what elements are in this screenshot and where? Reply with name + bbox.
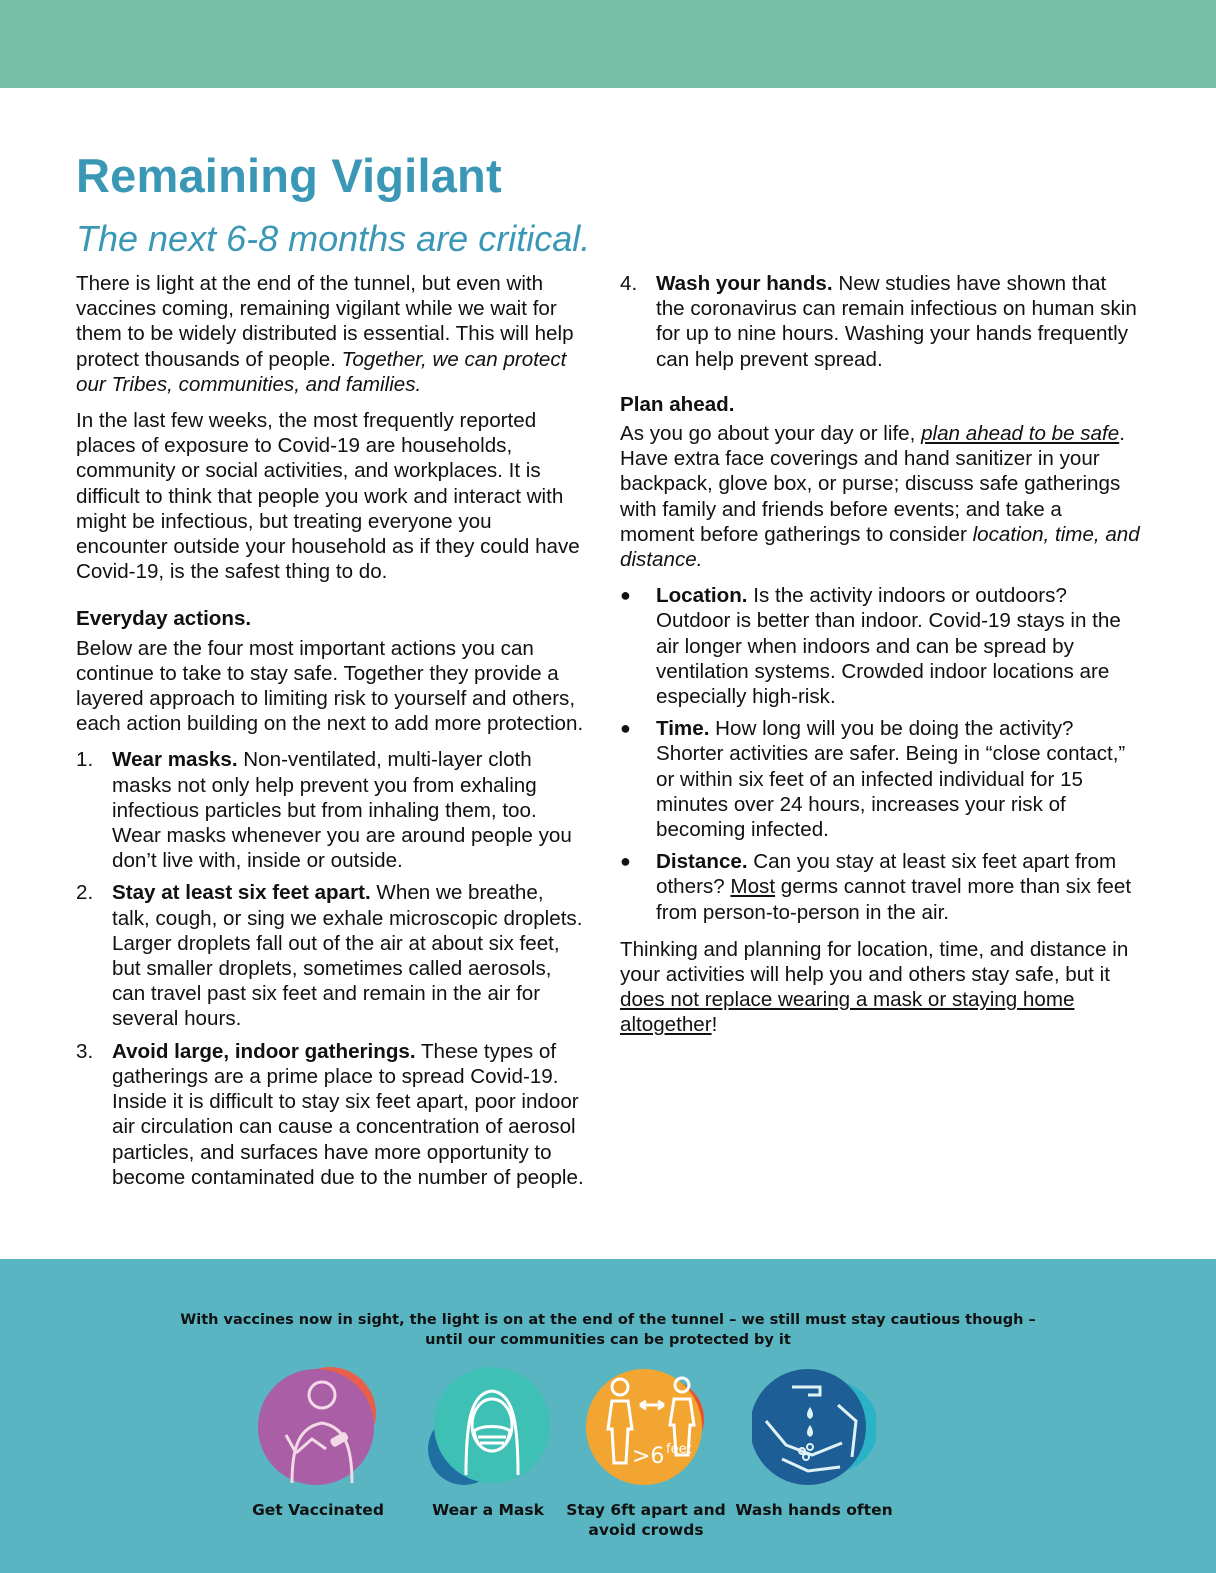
list-item [76,747,586,873]
everyday-actions-heading: Everyday actions. [76,607,252,631]
bullet-underlined-text: Most [730,875,776,899]
page-subtitle: The next 6-8 months are critical. [76,218,591,259]
list-item [76,1039,586,1190]
list-item [76,880,586,1031]
plan-ahead-paragraph [620,421,1140,572]
bullet-text: How long will you be doing the activity? Shorter activities are safer. Being in “close contact,” or within six feet of an infected individual for 15 minutes over 24 hours, increases your risk of becoming infected. [656,717,1126,842]
bullet-text: germs cannot travel more than six feet from person-to-person in the air. [656,875,1132,924]
footer-banner-text: With vaccines now in sight, the light is on at the end of the tunnel – we still must stay cautious though – until our communities can be protected by it [180,1312,1036,1348]
bullet-icon: ● [620,851,631,872]
footer-item-label: Get Vaccinated [252,1501,384,1519]
list-item [620,583,1140,709]
handwash-icon [752,1365,876,1489]
action-title: Wear masks. [112,748,238,772]
bullet-icon: ● [620,585,631,606]
closing-text: ! [711,1013,718,1037]
top-color-band [0,0,1216,88]
action-title: Stay at least six feet apart. [112,881,371,905]
page-title: Remaining Vigilant [76,149,502,202]
action-text: These types of gatherings are a prime place to spread Covid-19. Inside it is difficult to stay six feet apart, poor indoor air circulation can cause a concentration of aerosol particles, and surfaces have more opportunity to become contaminated due to the number of people. [112,1039,584,1189]
bullet-text: Can you stay at least six feet apart from others? [656,850,1117,899]
footer-item-distance [566,1365,726,1540]
right-column [620,271,1140,1049]
everyday-actions-intro: Below are the four most important actions you can continue to take to stay safe. Together they provide a layered approach to limiting risk to yourself and others, each action building on the next to add more protection. [76,636,584,736]
intro-text: There is light at the end of the tunnel, but even with vaccines coming, remaining vigilant while we wait for them to be widely distributed is essential. This will help protect thousands of people. [76,272,574,371]
actions-list-right [620,271,1140,372]
closing-text: Thinking and planning for location, time, and distance in your activities will help you and others stay safe, but it [620,937,1129,987]
list-item [620,271,1140,372]
footer-item-mask [408,1365,568,1521]
footer-band [0,1259,1216,1573]
bullet-icon: ● [620,718,631,739]
intro-paragraph [76,271,586,397]
footer-item-label: Wear a Mask [432,1501,544,1519]
bullet-title: Distance. [656,850,748,874]
list-item [620,849,1140,925]
plan-text: As you go about your day or life, [620,422,922,446]
plan-ahead-emphasis: plan ahead to be safe [921,422,1120,446]
plan-text: . Have extra face coverings and hand sanitizer in your backpack, glove box, or purse; discuss safe gatherings with family and friends before events; and take a moment before gatherings to consider [620,422,1125,546]
plan-ahead-heading: Plan ahead. [620,392,735,416]
left-column [76,271,586,1198]
action-text: Non-ventilated, multi-layer cloth masks not only help prevent you from exhaling infectious particles but from inhaling them, too. Wear masks whenever you are around people you don’t live with, inside or outside. [112,748,572,873]
bullet-title: Location. [656,584,748,608]
list-number: 1. [76,748,94,772]
vaccination-icon [256,1365,380,1489]
list-number: 3. [76,1039,94,1063]
exposure-paragraph: In the last few weeks, the most frequently reported places of exposure to Covid-19 are households, community or social activities, and workplaces. It is difficult to think that people you work and interact with might be infectious, but treating everyone you encounter outside your household as if they could have Covid-19, is the safest thing to do. [76,409,580,584]
bullet-title: Time. [656,717,710,741]
mask-icon [426,1365,550,1489]
actions-list-left [76,747,586,1189]
footer-item-label: Wash hands often [735,1501,893,1519]
footer-item-handwash [734,1365,894,1521]
intro-italic-text: Together, we can protect our Tribes, communities, and families. [76,347,567,396]
distance-icon [584,1365,708,1489]
action-text: When we breathe, talk, cough, or sing we exhale microscopic droplets. Larger droplets fall out of the air at about six feet, but smaller droplets, sometimes called aerosols, can travel past six feet and remain in the air for several hours. [112,881,583,1031]
list-number: 4. [620,272,638,295]
action-text: New studies have shown that the coronavirus can remain infectious on human skin for up to nine hours. Washing your hands frequently can help prevent spread. [656,272,1137,371]
action-title: Wash your hands. [656,272,833,295]
list-number: 2. [76,881,94,905]
closing-underlined-text: does not replace wearing a mask or staying home altogether [620,988,1075,1037]
list-item [620,716,1140,842]
plan-italic-text: location, time, and distance. [620,522,1140,572]
footer-item-vaccinate [238,1365,398,1521]
considerations-list [620,583,1140,925]
closing-paragraph [620,937,1140,1038]
footer-item-label: Stay 6ft apart and avoid crowds [566,1501,726,1539]
distance-badge-unit: feet [666,1442,692,1457]
action-title: Avoid large, indoor gatherings. [112,1039,416,1063]
bullet-text: Is the activity indoors or outdoors? Outdoor is better than indoor. Covid-19 stays in the air longer when indoors and can be spread by ventilation systems. Crowded indoor locations are especially high-risk. [656,584,1121,709]
distance-badge-value: >6 [632,1444,665,1469]
